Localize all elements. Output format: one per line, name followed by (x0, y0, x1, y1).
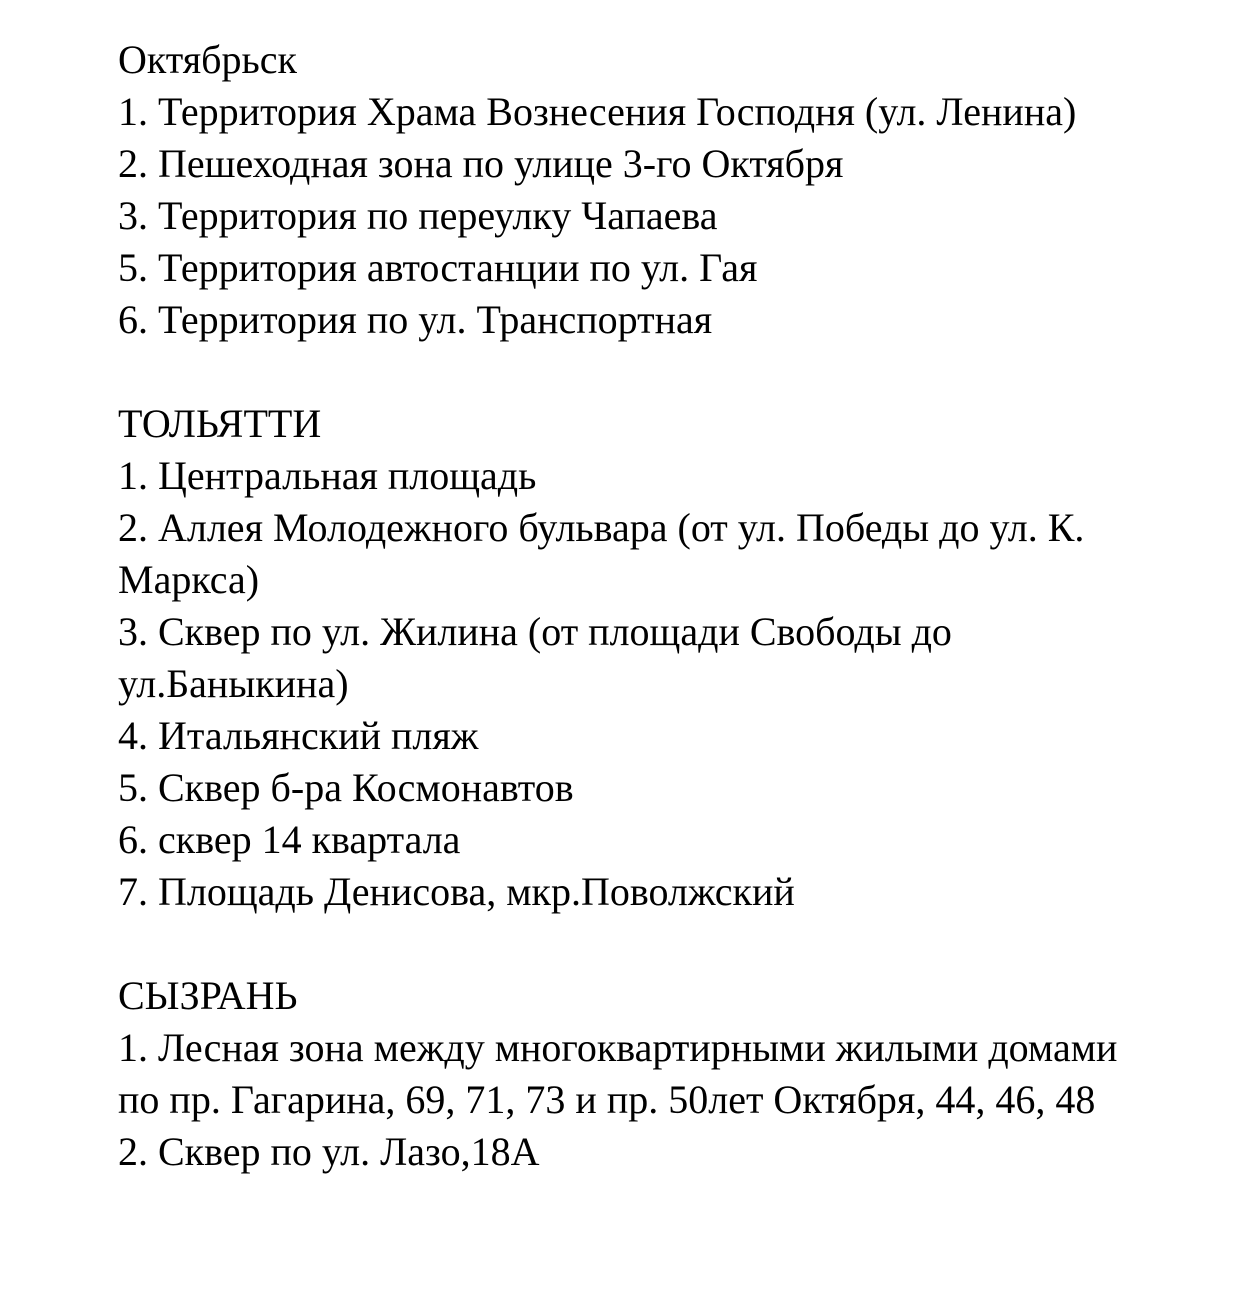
section-heading: Октябрьск (118, 37, 297, 82)
list-item: 1. Территория Храма Вознесения Господня (ул. Ленина) (118, 89, 1077, 134)
list-item: 1. Центральная площадь (118, 453, 537, 498)
document-body (118, 34, 1118, 1178)
list-item: 3. Территория по переулку Чапаева (118, 193, 718, 238)
list-item: 3. Сквер по ул. Жилина (от площади Свободы до ул.Баныкина) (118, 609, 952, 706)
list-item: 7. Площадь Денисова, мкр.Поволжский (118, 869, 795, 914)
section-syzran (118, 970, 1118, 1178)
list-item: 2. Сквер по ул. Лазо,18А (118, 1129, 540, 1174)
list-item: 2. Аллея Молодежного бульвара (от ул. Победы до ул. К. Маркса) (118, 505, 1085, 602)
list-item: 6. сквер 14 квартала (118, 817, 461, 862)
list-item: 6. Территория по ул. Транспортная (118, 297, 713, 342)
location-list (118, 1022, 1118, 1178)
location-list (118, 450, 1118, 918)
list-item: 4. Итальянский пляж (118, 713, 479, 758)
section-tolyatti (118, 398, 1118, 918)
section-heading: ТОЛЬЯТТИ (118, 401, 322, 446)
section-heading: СЫЗРАНЬ (118, 973, 298, 1018)
list-item: 2. Пешеходная зона по улице 3-го Октября (118, 141, 844, 186)
list-item: 1. Лесная зона между многоквартирными жилыми домами по пр. Гагарина, 69, 71, 73 и пр. 50лет Октября, 44, 46, 48 (118, 1025, 1118, 1122)
section-oktyabrsk (118, 34, 1118, 346)
list-item: 5. Сквер б-ра Космонавтов (118, 765, 574, 810)
location-list (118, 86, 1118, 346)
list-item: 5. Территория автостанции по ул. Гая (118, 245, 758, 290)
